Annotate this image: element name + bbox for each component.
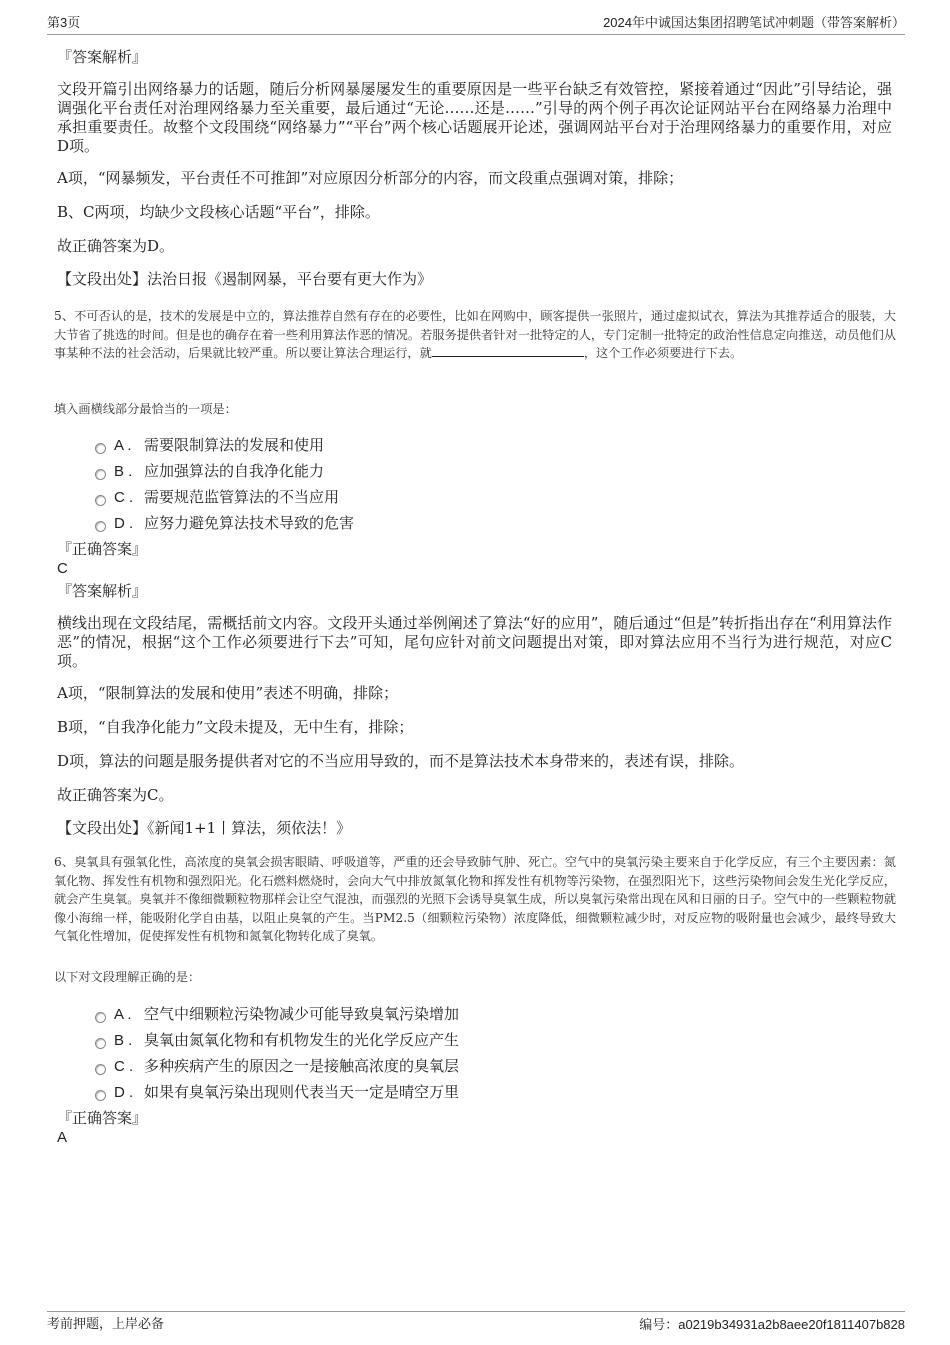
radio-icon[interactable] bbox=[95, 469, 106, 480]
radio-icon[interactable] bbox=[95, 443, 106, 454]
page-number: 第3页 bbox=[47, 15, 81, 30]
radio-icon[interactable] bbox=[95, 1064, 106, 1075]
q5-analysis-text: 横线出现在文段结尾，需概括前文内容。文段开头通过举例阐述了算法“好的应用”，随后通过“但是”转折指出存在“利用算法作恶”的情况，根据“这个工作必须要进行下去”可知，尾句应针对前文问题提出对策，即对算法应用不当行为进行规范，对应C项。 bbox=[57, 614, 892, 670]
q5-option-b[interactable]: B . 应加强算法的自我净化能力 bbox=[95, 461, 324, 482]
analysis-text: 文段开篇引出网络暴力的话题，随后分析网暴屡屡发生的重要原因是一些平台缺乏有效管控，紧接着通过“因此”引导结论，强调强化平台责任对治理网络暴力至关重要，最后通过“无论……还是……”引导的两个例子再次论证网站平台在网络暴力治理中承担重要责任。故整个文段围绕“网络暴力”“平台”两个核心话题展开论述，强调网站平台对于治理网络暴力的重要作用，对应D项。 bbox=[57, 80, 892, 155]
q6-option-b[interactable]: B . 臭氧由氮氧化物和有机物发生的光化学反应产生 bbox=[95, 1030, 459, 1051]
radio-icon[interactable] bbox=[95, 1012, 106, 1023]
q5-option-d[interactable]: D . 应努力避免算法技术导致的危害 bbox=[95, 513, 354, 534]
q6-option-d[interactable]: D . 如果有臭氧污染出现则代表当天一定是晴空万里 bbox=[95, 1082, 459, 1103]
document-code: 编号：a0219b34931a2b8aee20f1811407b828 bbox=[639, 1317, 905, 1332]
radio-icon[interactable] bbox=[95, 495, 106, 506]
q6-answer-label: 『正确答案』 bbox=[57, 1109, 148, 1127]
q6-answer: A bbox=[57, 1129, 68, 1146]
radio-icon[interactable] bbox=[95, 521, 106, 532]
analysis-label: 『答案解析』 bbox=[57, 48, 148, 66]
q6-option-a[interactable]: A . 空气中细颗粒污染物减少可能导致臭氧污染增加 bbox=[95, 1004, 459, 1025]
question-6-stem: 6、臭氧具有强氧化性，高浓度的臭氧会损害眼睛、呼吸道等，严重的还会导致肺气肿、死亡。空气中的臭氧污染主要来自于化学反应，有三个主要因素：氮氧化物、挥发性有机物和强烈阳光。化石燃料燃烧时，会向大气中排放氮氧化物和挥发性有机物等污染物，在强烈阳光下，这些污染物间会发生光化学反应，就会产生臭氧。臭氧并不像细微颗粒物那样会让空气混浊，而强烈的光照下会诱导臭氧生成，所以臭氧污染常出现在风和日丽的日子。空气中的一些颗粒物就像小海绵一样，能吸附化学自由基，以阻止臭氧的产生。当PM2.5（细颗粒污染物）浓度降低，细微颗粒减少时，对反应物的吸附量也会减少，最终导致大气氧化性增加，促使挥发性有机物和氮氧化物转化成了臭氧。 bbox=[54, 855, 896, 943]
q5-option-c[interactable]: C . 需要规范监管算法的不当应用 bbox=[95, 487, 339, 508]
q5-analysis-line-b: B项，“自我净化能力”文段未提及，无中生有，排除； bbox=[57, 718, 414, 736]
q5-conclusion: 故正确答案为C。 bbox=[57, 786, 174, 804]
footer-slogan: 考前押题，上岸必备 bbox=[47, 1317, 165, 1332]
q5-analysis-label: 『答案解析』 bbox=[57, 582, 148, 600]
q6-option-c[interactable]: C . 多种疾病产生的原因之一是接触高浓度的臭氧层 bbox=[95, 1056, 459, 1077]
q5-analysis-line-d: D项，算法的问题是服务提供者对它的不当应用导致的，而不是算法技术本身带来的，表述有误，排除。 bbox=[57, 752, 745, 770]
q5-analysis-line-a: A项，“限制算法的发展和使用”表述不明确，排除； bbox=[57, 684, 399, 702]
question-6-prompt: 以下对文段理解正确的是： bbox=[54, 970, 201, 984]
page-footer bbox=[47, 1311, 905, 1338]
q5-source: 【文段出处】《新闻1+1丨算法，须依法！》 bbox=[57, 819, 352, 837]
analysis-line-bc: B、C两项，均缺少文段核心话题“平台”，排除。 bbox=[57, 203, 380, 221]
page-header bbox=[47, 14, 905, 35]
analysis-conclusion: 故正确答案为D。 bbox=[57, 237, 175, 255]
question-5-prompt: 填入画横线部分最恰当的一项是： bbox=[54, 402, 237, 416]
radio-icon[interactable] bbox=[95, 1038, 106, 1049]
question-5-stem: 5、不可否认的是，技术的发展是中立的，算法推荐自然有存在的必要性，比如在网购中，顾客提供一张照片，通过虚拟试衣，算法为其推荐适合的服装，大大节省了挑选的时间。但是也的确存在着一些利用算法作恶的情况。若服务提供者针对一批特定的人，专门定制一批特定的政治性信息定向推送，动员他们从事某种不法的社会活动，后果就比较严重。所以要让算法合理运行，就 ，这个工作必须要进行下去。 bbox=[54, 309, 896, 360]
analysis-line-a: A项，“网暴频发，平台责任不可推卸”对应原因分析部分的内容，而文段重点强调对策，排除； bbox=[57, 169, 684, 187]
q5-answer: C bbox=[57, 560, 68, 577]
document-title: 2024年中诚国达集团招聘笔试冲刺题（带答案解析） bbox=[603, 15, 905, 30]
q5-answer-label: 『正确答案』 bbox=[57, 540, 148, 558]
answer-blank bbox=[432, 344, 584, 357]
radio-icon[interactable] bbox=[95, 1090, 106, 1101]
q5-option-a[interactable]: A . 需要限制算法的发展和使用 bbox=[95, 435, 324, 456]
source-citation: 【文段出处】法治日报《遏制网暴，平台要有更大作为》 bbox=[57, 270, 433, 288]
